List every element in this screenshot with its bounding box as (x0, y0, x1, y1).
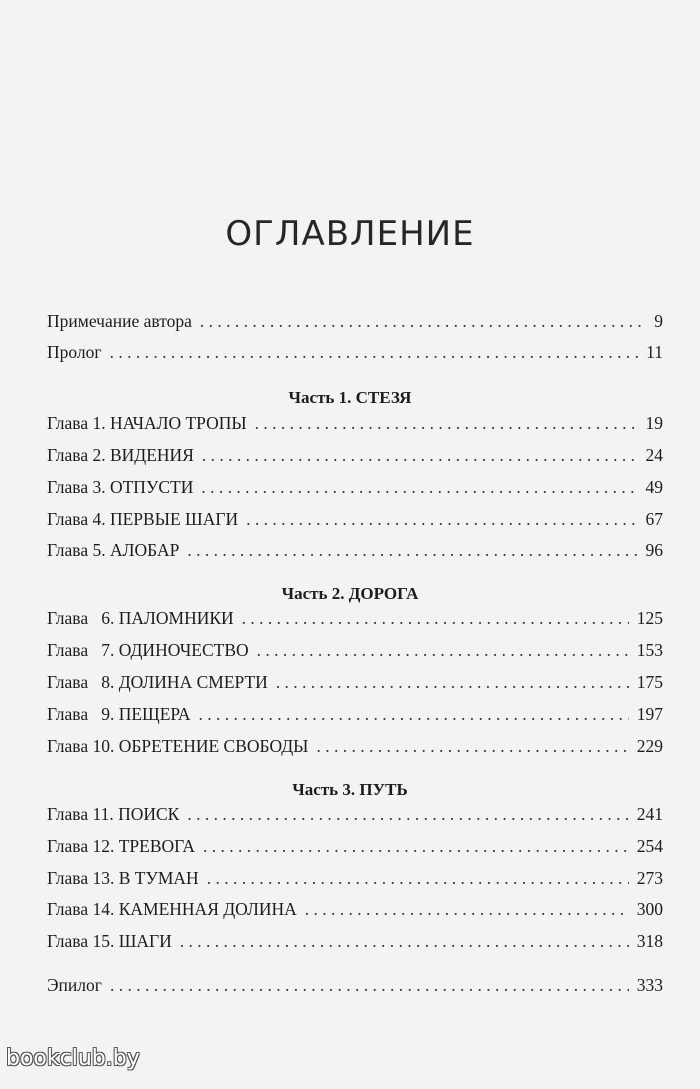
toc-entry (47, 606, 663, 630)
entry-page: 67 (645, 509, 663, 529)
entry-label: Глава 6. ПАЛОМНИКИ (47, 608, 234, 628)
leader-dots (200, 309, 646, 333)
toc-entry (47, 340, 663, 364)
leader-dots (207, 866, 629, 890)
toc-entry (47, 638, 663, 662)
entry-label: Глава 1. НАЧАЛО ТРОПЫ (47, 413, 247, 433)
entry-page: 96 (645, 540, 663, 560)
entry-page: 9 (654, 311, 663, 331)
entry-page: 24 (645, 445, 663, 465)
entry-label: Пролог (47, 342, 102, 362)
toc-entry (47, 411, 663, 435)
leader-dots (316, 734, 628, 758)
entry-label: Глава 2. ВИДЕНИЯ (47, 445, 194, 465)
entry-page: 300 (636, 899, 663, 919)
leader-dots (242, 606, 629, 630)
entry-label: Глава 15. ШАГИ (47, 931, 172, 951)
toc-entry (47, 309, 663, 333)
entry-label: Глава 13. В ТУМАН (47, 868, 199, 888)
toc-entry (47, 802, 663, 826)
entry-page: 153 (636, 640, 663, 660)
entry-label: Глава 12. ТРЕВОГА (47, 836, 195, 856)
toc-entry (47, 834, 663, 858)
leader-dots (203, 834, 629, 858)
entry-page: 197 (636, 704, 663, 724)
entry-page: 318 (636, 931, 663, 951)
toc-entry (47, 507, 663, 531)
leader-dots (199, 702, 629, 726)
part-heading: Часть 3. ПУТЬ (292, 780, 408, 799)
entry-page: 19 (645, 413, 663, 433)
toc-entry (47, 475, 663, 499)
entry-label: Глава 9. ПЕЩЕРА (47, 704, 191, 724)
leader-dots (187, 538, 637, 562)
site-watermark: bookclub.by (6, 1046, 140, 1071)
toc-entry (47, 702, 663, 726)
toc-entry (47, 929, 663, 953)
leader-dots (110, 340, 639, 364)
entry-page: 241 (636, 804, 663, 824)
leader-dots (305, 897, 629, 921)
part-heading: Часть 2. ДОРОГА (281, 584, 419, 603)
leader-dots (255, 411, 638, 435)
toc-entry (47, 897, 663, 921)
entry-page: 49 (645, 477, 663, 497)
toc-entry (47, 866, 663, 890)
entry-label: Глава 5. АЛОБАР (47, 540, 180, 560)
leader-dots (180, 929, 629, 953)
part-heading: Часть 1. СТЕЗЯ (288, 388, 412, 407)
entry-page: 11 (646, 342, 663, 362)
entry-page: 229 (636, 736, 663, 756)
toc-title: ОГЛАВЛЕНИЕ (225, 214, 475, 254)
entry-page: 125 (636, 608, 663, 628)
leader-dots (201, 475, 637, 499)
leader-dots (257, 638, 629, 662)
leader-dots (276, 670, 629, 694)
entry-page: 175 (636, 672, 663, 692)
leader-dots (202, 443, 638, 467)
toc-entry (47, 443, 663, 467)
entry-page: 254 (636, 836, 663, 856)
toc-entry (47, 670, 663, 694)
entry-label: Глава 8. ДОЛИНА СМЕРТИ (47, 672, 268, 692)
entry-label: Глава 11. ПОИСК (47, 804, 180, 824)
entry-label: Глава 3. ОТПУСТИ (47, 477, 194, 497)
toc-entry (47, 538, 663, 562)
entry-label: Глава 14. КАМЕННАЯ ДОЛИНА (47, 899, 297, 919)
leader-dots (246, 507, 637, 531)
entry-page: 333 (636, 975, 663, 995)
toc-entry (47, 973, 663, 997)
entry-label: Глава 4. ПЕРВЫЕ ШАГИ (47, 509, 239, 529)
entry-page: 273 (636, 868, 663, 888)
entry-label: Глава 10. ОБРЕТЕНИЕ СВОБОДЫ (47, 736, 309, 756)
leader-dots (110, 973, 629, 997)
toc-entry (47, 734, 663, 758)
entry-label: Эпилог (47, 975, 102, 995)
entry-label: Примечание автора (47, 311, 192, 331)
entry-label: Глава 7. ОДИНОЧЕСТВО (47, 640, 249, 660)
leader-dots (187, 802, 628, 826)
